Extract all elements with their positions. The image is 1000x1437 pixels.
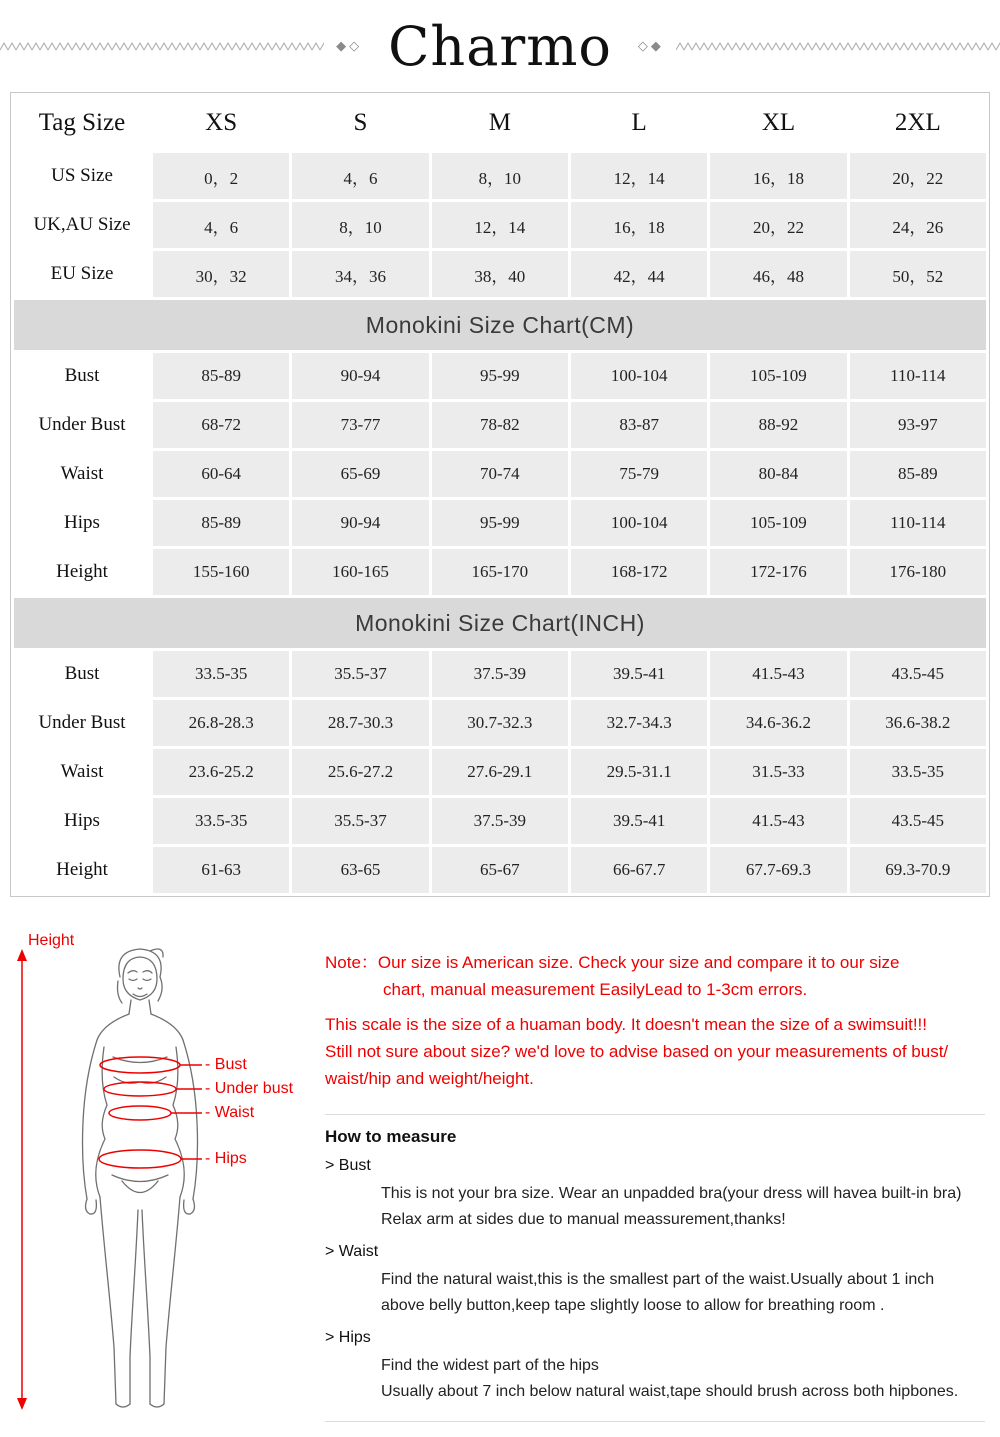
divider [325, 1421, 985, 1422]
size-value-cell: 105-109 [710, 353, 846, 399]
table-row [14, 500, 986, 546]
column-header: L [571, 96, 707, 150]
size-value-cell: 65-69 [292, 451, 428, 497]
row-label: Height [14, 847, 150, 893]
brand-header [0, 0, 1000, 92]
measure-heading: > Hips [325, 1329, 371, 1346]
zigzag-line-icon [0, 42, 324, 51]
row-label: Waist [14, 451, 150, 497]
note-line: chart, manual measurement EasilyLead to 1-3cm errors. [383, 980, 808, 999]
row-label: Hips [14, 500, 150, 546]
size-value-cell: 33.5-35 [153, 798, 289, 844]
size-value-cell: 30，32 [153, 251, 289, 297]
row-label: Under Bust [14, 700, 150, 746]
table-row [14, 798, 986, 844]
size-value-cell: 33.5-35 [153, 651, 289, 697]
scale-note-paragraph [325, 1011, 985, 1092]
size-value-cell: 37.5-39 [432, 798, 568, 844]
size-value-cell: 70-74 [432, 451, 568, 497]
size-value-cell: 34，36 [292, 251, 428, 297]
size-value-cell: 95-99 [432, 353, 568, 399]
size-value-cell: 80-84 [710, 451, 846, 497]
diamond-ornament-icon: ◇◆ [637, 38, 664, 54]
size-value-cell: 46，48 [710, 251, 846, 297]
measure-text: Usually about 7 inch below natural waist,tape should brush across both hipbones. [381, 1383, 959, 1400]
table-row [14, 153, 986, 199]
figure-outline [83, 949, 198, 1407]
row-label: Bust [14, 353, 150, 399]
size-value-cell: 88-92 [710, 402, 846, 448]
table-row [14, 700, 986, 746]
size-value-cell: 8，10 [292, 202, 428, 248]
size-value-cell: 35.5-37 [292, 798, 428, 844]
size-value-cell: 39.5-41 [571, 798, 707, 844]
hips-label: - Hips [205, 1150, 247, 1167]
measure-section-waist [325, 1243, 985, 1319]
table-row [14, 749, 986, 795]
size-value-cell: 85-89 [850, 451, 986, 497]
size-value-cell: 42，44 [571, 251, 707, 297]
table-row [14, 402, 986, 448]
size-value-cell: 67.7-69.3 [710, 847, 846, 893]
size-value-cell: 90-94 [292, 500, 428, 546]
corner-header: Tag Size [14, 96, 150, 150]
size-value-cell: 35.5-37 [292, 651, 428, 697]
table-row [14, 847, 986, 893]
size-value-cell: 110-114 [850, 353, 986, 399]
size-value-cell: 78-82 [432, 402, 568, 448]
row-label: US Size [14, 153, 150, 199]
size-value-cell: 43.5-45 [850, 651, 986, 697]
size-value-cell: 34.6-36.2 [710, 700, 846, 746]
size-value-cell: 61-63 [153, 847, 289, 893]
size-value-cell: 165-170 [432, 549, 568, 595]
table-row [14, 651, 986, 697]
size-value-cell: 20，22 [850, 153, 986, 199]
size-chart-header [14, 96, 986, 150]
size-value-cell: 31.5-33 [710, 749, 846, 795]
size-value-cell: 41.5-43 [710, 651, 846, 697]
size-value-cell: 63-65 [292, 847, 428, 893]
size-value-cell: 83-87 [571, 402, 707, 448]
table-row [14, 202, 986, 248]
size-value-cell: 4，6 [153, 202, 289, 248]
note-text: Our size is American size. Check your size and compare it to our size [377, 953, 900, 972]
size-value-cell: 168-172 [571, 549, 707, 595]
column-header: M [432, 96, 568, 150]
size-value-cell: 50，52 [850, 251, 986, 297]
size-value-cell: 93-97 [850, 402, 986, 448]
size-value-cell: 12，14 [571, 153, 707, 199]
measure-text: above belly button,keep tape slightly loose to allow for breathing room . [381, 1297, 885, 1314]
size-value-cell: 4，6 [292, 153, 428, 199]
size-notes-area [325, 949, 985, 1434]
note-label: Note： [325, 953, 378, 972]
size-value-cell: 85-89 [153, 353, 289, 399]
size-value-cell: 0，2 [153, 153, 289, 199]
size-value-cell: 28.7-30.3 [292, 700, 428, 746]
size-value-cell: 36.6-38.2 [850, 700, 986, 746]
size-value-cell: 65-67 [432, 847, 568, 893]
size-chart-body [14, 153, 986, 893]
size-value-cell: 68-72 [153, 402, 289, 448]
size-value-cell: 90-94 [292, 353, 428, 399]
row-label: UK,AU Size [14, 202, 150, 248]
column-header: XL [710, 96, 846, 150]
size-value-cell: 37.5-39 [432, 651, 568, 697]
size-value-cell: 29.5-31.1 [571, 749, 707, 795]
size-value-cell: 110-114 [850, 500, 986, 546]
measure-text: This is not your bra size. Wear an unpadded bra(your dress will havea built-in bra) [381, 1185, 962, 1202]
size-chart-table [10, 92, 990, 897]
size-value-cell: 33.5-35 [850, 749, 986, 795]
size-value-cell: 20，22 [710, 202, 846, 248]
header-ornament-right [638, 39, 1000, 54]
table-row [14, 251, 986, 297]
size-value-cell: 26.8-28.3 [153, 700, 289, 746]
size-value-cell: 32.7-34.3 [571, 700, 707, 746]
size-value-cell: 100-104 [571, 353, 707, 399]
bust-label: - Bust [205, 1056, 247, 1073]
size-value-cell: 160-165 [292, 549, 428, 595]
size-value-cell: 66-67.7 [571, 847, 707, 893]
divider [325, 1114, 985, 1115]
size-value-cell: 16，18 [710, 153, 846, 199]
row-label: EU Size [14, 251, 150, 297]
size-value-cell: 27.6-29.1 [432, 749, 568, 795]
measure-text: Find the widest part of the hips [381, 1357, 599, 1374]
note-line: waist/hip and weight/height. [325, 1069, 534, 1088]
height-label: Height [28, 932, 75, 949]
arrow-down-icon [17, 1398, 27, 1410]
size-value-cell: 105-109 [710, 500, 846, 546]
how-to-measure-title: How to measure [325, 1127, 457, 1146]
arrow-up-icon [17, 949, 27, 961]
column-header: XS [153, 96, 289, 150]
size-value-cell: 25.6-27.2 [292, 749, 428, 795]
note-line: Still not sure about size? we'd love to advise based on your measurements of bust/ [325, 1042, 949, 1061]
size-value-cell: 16，18 [571, 202, 707, 248]
size-value-cell: 100-104 [571, 500, 707, 546]
size-value-cell: 75-79 [571, 451, 707, 497]
table-row [14, 353, 986, 399]
measure-text: Find the natural waist,this is the smallest part of the waist.Usually about 1 inch [381, 1271, 935, 1288]
zigzag-line-icon [676, 42, 1000, 51]
column-header: S [292, 96, 428, 150]
size-value-cell: 60-64 [153, 451, 289, 497]
measure-heading: > Bust [325, 1157, 371, 1174]
size-value-cell: 41.5-43 [710, 798, 846, 844]
size-value-cell: 69.3-70.9 [850, 847, 986, 893]
measure-section-hips [325, 1329, 985, 1405]
measurement-tape-lines [99, 1057, 202, 1168]
brand-logo: Charmo [388, 14, 612, 78]
size-value-cell: 85-89 [153, 500, 289, 546]
body-measurement-figure [0, 907, 320, 1412]
section-title: Monokini Size Chart(CM) [14, 300, 986, 350]
under-bust-label: - Under bust [205, 1080, 294, 1097]
section-title: Monokini Size Chart(INCH) [14, 598, 986, 648]
column-header: 2XL [850, 96, 986, 150]
measure-section-bust [325, 1157, 985, 1233]
diamond-ornament-icon: ◆◇ [336, 38, 363, 54]
table-row [14, 549, 986, 595]
measure-text: Relax arm at sides due to manual meassurement,thanks! [381, 1211, 786, 1228]
measure-guide-section [0, 907, 1000, 1422]
size-value-cell: 12，14 [432, 202, 568, 248]
size-value-cell: 38，40 [432, 251, 568, 297]
size-note-paragraph [325, 949, 985, 1003]
size-value-cell: 95-99 [432, 500, 568, 546]
size-value-cell: 23.6-25.2 [153, 749, 289, 795]
size-value-cell: 39.5-41 [571, 651, 707, 697]
row-label: Bust [14, 651, 150, 697]
header-ornament-left [0, 39, 362, 54]
row-label: Hips [14, 798, 150, 844]
row-label: Under Bust [14, 402, 150, 448]
size-value-cell: 73-77 [292, 402, 428, 448]
table-row [14, 451, 986, 497]
waist-label: - Waist [205, 1104, 255, 1121]
measurement-figure-area [0, 907, 320, 1412]
size-value-cell: 176-180 [850, 549, 986, 595]
size-value-cell: 172-176 [710, 549, 846, 595]
size-value-cell: 24，26 [850, 202, 986, 248]
measure-heading: > Waist [325, 1243, 379, 1260]
note-line: This scale is the size of a huaman body. It doesn't mean the size of a swimsuit!!! [325, 1015, 927, 1034]
size-value-cell: 155-160 [153, 549, 289, 595]
size-value-cell: 8，10 [432, 153, 568, 199]
row-label: Waist [14, 749, 150, 795]
note-line [325, 949, 985, 976]
row-label: Height [14, 549, 150, 595]
size-value-cell: 43.5-45 [850, 798, 986, 844]
size-value-cell: 30.7-32.3 [432, 700, 568, 746]
